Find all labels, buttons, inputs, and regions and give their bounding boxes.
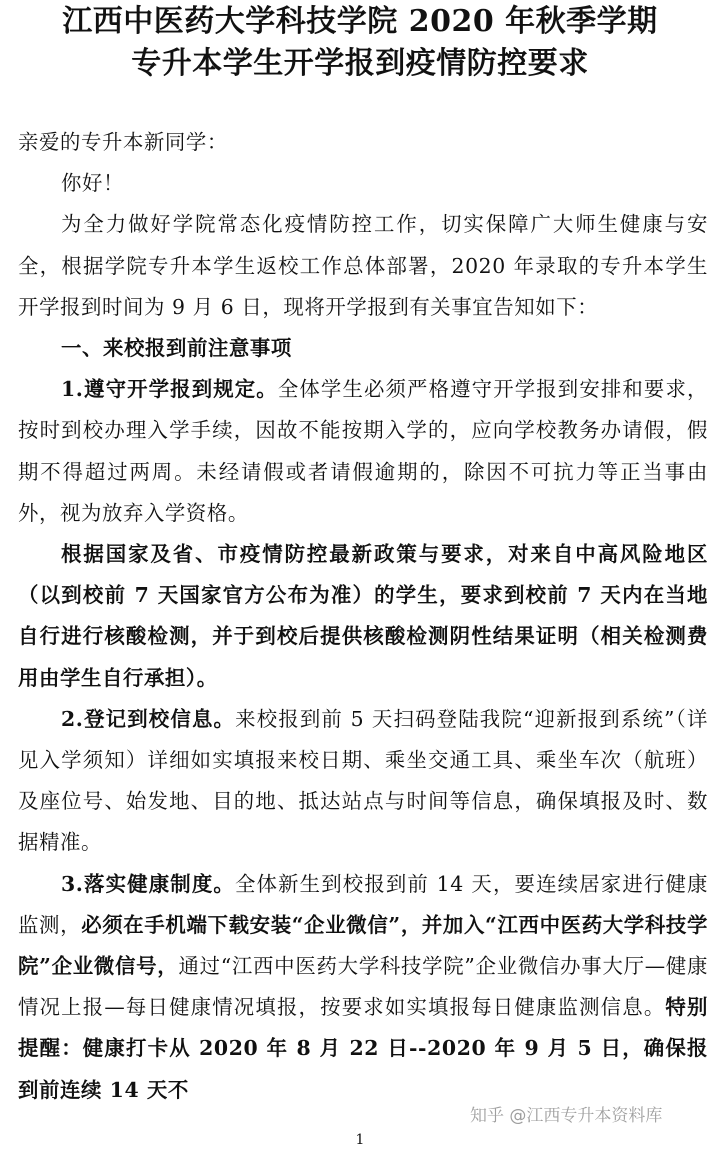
page-number: 1: [355, 1132, 365, 1148]
intro-paragraph: 为全力做好学院常态化疫情防控工作，切实保障广大师生健康与安全，根据学院专升本学生返校工作总体部署，2020 年录取的专升本学生开学报到时间为 9 月 6 日，现将开学报到有关事宜告知如下：: [18, 212, 708, 319]
item-2-title: 2.登记到校信息。: [61, 706, 236, 731]
hello-line: 你好！: [61, 171, 124, 196]
item-3-title: 3.落实健康制度。: [61, 871, 235, 896]
item-1-text: 全体学生必须严格遵守开学报到安排和要求，按时到校办理入学手续，因故不能按期入学的，应向学校教务办请假，假期不得超过两周。未经请假或者请假逾期的，除因不可抗力等正当事由外，视为放弃入学资格。: [18, 377, 708, 525]
item-1-paragraph: [18, 369, 708, 534]
policy-paragraph: 根据国家及省、市疫情防控最新政策与要求，对来自中高风险地区（以到校前 7 天国家官方公布为准）的学生，要求到校前 7 天内在当地自行进行核酸检测，并于到校后提供核酸检测阴性结果证明（相关检测费用由学生自行承担）。: [18, 542, 708, 690]
item-3-paragraph: [18, 864, 708, 1111]
item-3-special-reminder: 特别提醒：健康打卡从 2020 年 8 月 22 日--2020 年 9 月 5 日，确保报到前连续 14 天不: [18, 995, 708, 1102]
document-title-line-2: 专升本学生开学报到疫情防控要求: [131, 46, 589, 81]
item-3-text-c: 通过“江西中医药大学科技学院”企业微信办事大厅—健康情况上报—每日健康情况填报，按要求如实填报每日健康监测信息。: [18, 954, 708, 1020]
item-1-title: 1.遵守开学报到规定。: [61, 377, 278, 402]
section-1-heading: 一、来校报到前注意事项: [61, 336, 292, 361]
document-title-line-1: 江西中医药大学科技学院 2020 年秋季学期: [62, 4, 658, 39]
document-body: [18, 122, 708, 1111]
item-3-bold-instruction: 必须在手机端下载安装“企业微信”，并加入“江西中医药大学科技学院”企业微信号，: [18, 912, 708, 979]
item-2-paragraph: [18, 699, 708, 864]
item-3-text-a: 全体新生到校报到前 14 天，要连续居家进行健康监测，: [18, 871, 709, 937]
watermark: 知乎 @江西专升本资料库: [470, 1106, 663, 1126]
item-2-text: 来校报到前 5 天扫码登陆我院“迎新报到系统”（详见入学须知）详细如实填报来校日期、乘坐交通工具、乘坐车次（航班）及座位号、始发地、目的地、抵达站点与时间等信息，确保填报及时、数据精准。: [18, 706, 709, 855]
greeting: 亲爱的专升本新同学：: [18, 130, 228, 154]
